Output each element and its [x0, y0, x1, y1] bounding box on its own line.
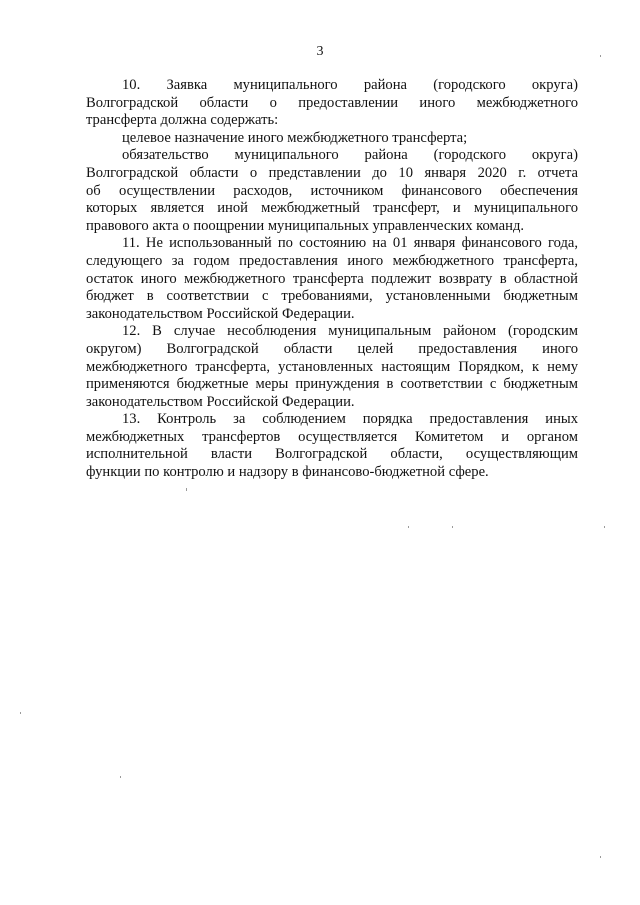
text-line: законодательством Российской Федерации. [86, 305, 355, 322]
paragraph-12 [86, 323, 578, 411]
text-line: бюджет в соответствии с требованиями, установленными бюджетным [86, 288, 578, 305]
text-line: Волгоградской области о предоставлении иного межбюджетного [86, 94, 578, 111]
text-line: межбюджетного трансферта, установленных настоящим Порядком, к нему [86, 358, 578, 375]
text-line: об осуществлении расходов, источником финансового обеспечения [86, 182, 578, 199]
text-line: исполнительной власти Волгоградской области, осуществляющим [86, 446, 578, 463]
text-line: 13. Контроль за соблюдением порядка предоставления иных [122, 411, 578, 428]
document-body [86, 77, 578, 482]
text-line: функции по контролю и надзору в финансово-бюджетной сфере. [86, 464, 489, 481]
text-line: 10. Заявка муниципального района (городского округа) [122, 77, 578, 93]
scan-speck [120, 776, 121, 778]
scan-speck [604, 526, 605, 528]
text-line: округом) Волгоградской области целей предоставления иного [86, 340, 578, 357]
scan-speck [408, 526, 409, 528]
scan-speck [600, 856, 601, 858]
text-line: 12. В случае несоблюдения муниципальным районом (городским [122, 323, 578, 340]
page-number: 3 [316, 44, 324, 59]
scan-speck [600, 55, 601, 57]
scan-speck [186, 488, 187, 491]
scan-speck [452, 526, 453, 528]
text-line: Волгоградской области о представлении до 10 января 2020 г. отчета [86, 164, 578, 181]
text-line: следующего за годом предоставления иного межбюджетного трансферта, [86, 252, 578, 269]
paragraph-11 [86, 235, 578, 323]
paragraph-10 [86, 77, 578, 130]
requirement-item-purpose [86, 130, 578, 148]
text-line: 11. Не использованный по состоянию на 01 января финансового года, [122, 235, 578, 252]
text-line: которых является иной межбюджетный трансферт, и муниципального [86, 200, 578, 217]
text-line: правового акта о поощрении муниципальных управленческих команд. [86, 217, 525, 234]
text-line: обязательство муниципального района (городского округа) [122, 147, 578, 164]
scan-speck [20, 712, 21, 714]
text-line: целевое назначение иного межбюджетного трансферта; [122, 129, 468, 146]
requirement-item-obligation [86, 147, 578, 235]
text-line: межбюджетных трансфертов осуществляется Комитетом и органом [86, 428, 578, 445]
text-line: трансферта должна содержать: [86, 112, 279, 129]
text-line: законодательством Российской Федерации. [86, 393, 355, 410]
paragraph-13 [86, 411, 578, 481]
text-line: применяются бюджетные меры принуждения в соответствии с бюджетным [86, 376, 578, 393]
text-line: остаток иного межбюджетного трансферта подлежит возврату в областной [86, 270, 578, 287]
